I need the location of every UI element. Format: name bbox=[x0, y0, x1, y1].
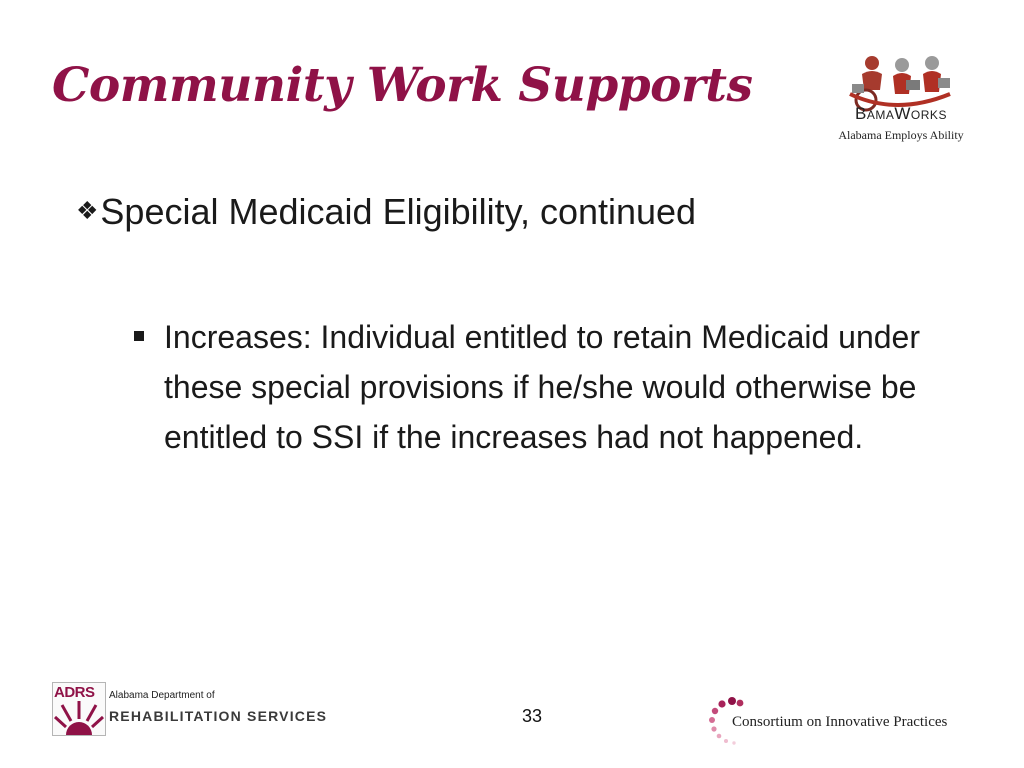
adrs-department: Alabama Department of bbox=[109, 690, 215, 701]
consortium-name: Consortium on Innovative Practices bbox=[732, 714, 948, 730]
bullet-level2 bbox=[134, 312, 934, 462]
bullet-level1 bbox=[76, 190, 696, 238]
square-bullet-icon bbox=[134, 331, 144, 341]
slide-title: Community Work Supports bbox=[52, 58, 753, 113]
bullet-level1-text: Special Medicaid Eligibility, continued bbox=[100, 191, 697, 232]
bullet-level2-text: Increases: Individual entitled to retain Medicaid under these special provisions if he/she would otherwise be entitled to SSI if the increases had not happened. bbox=[164, 319, 920, 455]
adrs-abbrev: ADRS bbox=[54, 684, 95, 701]
bamaworks-logo bbox=[826, 54, 976, 148]
adrs-emblem bbox=[52, 682, 106, 736]
adrs-logo bbox=[52, 682, 328, 738]
bamaworks-tagline: Alabama Employs Ability bbox=[838, 128, 964, 142]
sun-icon bbox=[53, 695, 105, 735]
adrs-division: REHABILITATION SERVICES bbox=[109, 708, 328, 724]
diamond-bullet-icon: ❖ bbox=[76, 197, 99, 225]
page-number: 33 bbox=[521, 706, 543, 726]
consortium-logo bbox=[708, 696, 978, 748]
bamaworks-name: BamaWorks bbox=[855, 104, 947, 123]
